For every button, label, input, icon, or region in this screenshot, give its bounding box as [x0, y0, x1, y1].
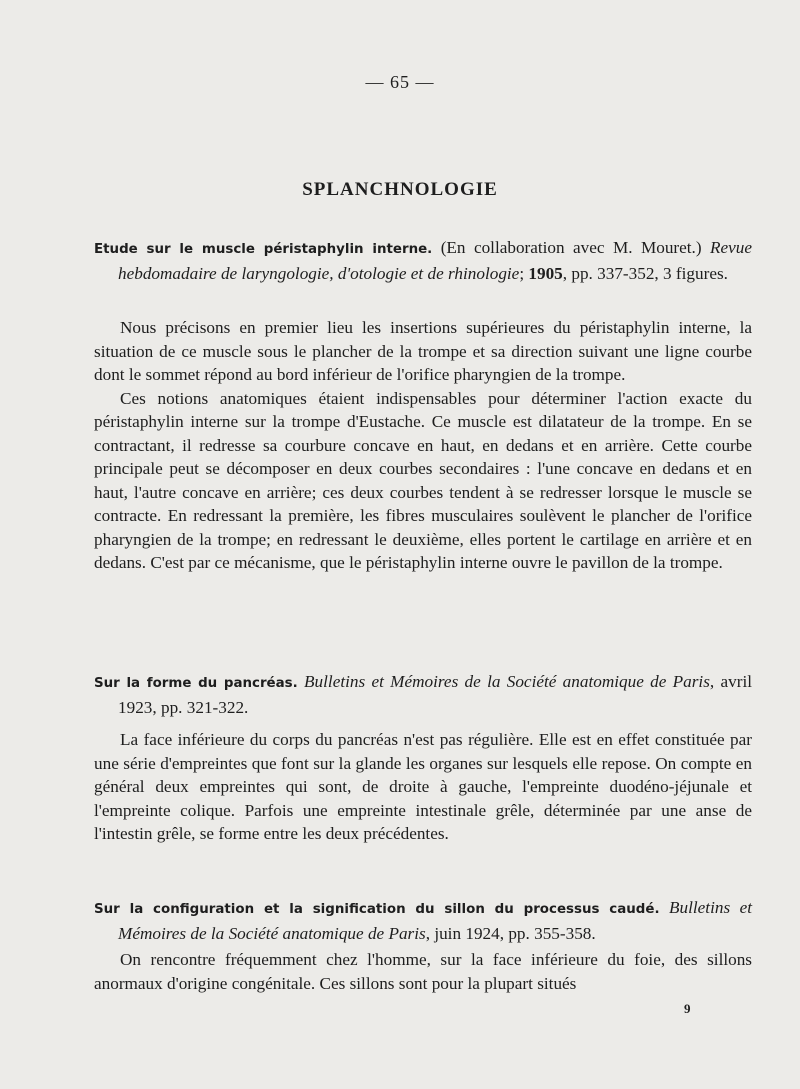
paragraph: La face inférieure du corps du pancréas n'est pas régulière. Elle est en effet constituée par une série d'empreintes que font sur la glande les organes sur lesquels elle repose. On compte en général deux empreintes qui sont, de droite à gauche, l'empreinte duodéno-jéjunale et l'empreinte colique. Parfois une empreinte intestinale grêle, déterminée par une anse de l'intestin grêle, se forme entre les deux précédentes.	[94, 730, 752, 843]
entry-heading-2	[94, 670, 752, 719]
paragraph: Nous précisons en premier lieu les insertions supérieures du péristaphylin interne, la situation de ce muscle sous le plancher de la trompe et sa direction suivant une ligne courbe dont le sommet répond au bord inférieur de l'orifice pharyngien de la trompe.	[94, 318, 752, 384]
entry-body-3	[94, 948, 752, 995]
entry-details: , juin 1924, pp. 355-358.	[425, 923, 596, 943]
paragraph: On rencontre fréquemment chez l'homme, sur la face inférieure du foie, des sillons anormaux d'origine congénitale. Ces sillons sont pour la plupart situés	[94, 950, 752, 993]
entry-journal: Bulletins et Mémoires de la Société anatomique de Paris	[304, 672, 710, 691]
entry-title: Sur la configuration et la signification du sillon du processus caudé.	[94, 902, 660, 917]
entry-journal: Revue hebdomadaire de laryngologie, d'otologie et de rhinologie	[118, 238, 752, 283]
entry-details: , avril 1923, pp. 321-322.	[118, 672, 753, 717]
entry-title: Sur la forme du pancréas.	[94, 676, 298, 691]
entry-separator: ;	[519, 263, 529, 283]
paragraph: Ces notions anatomiques étaient indispensables pour déterminer l'action exacte du péristaphylin interne sur la trompe d'Eustache. Ce muscle est dilatateur de la trompe. En se contractant, il redresse sa courbure concave en haut, en dedans et en arrière. Cette courbe principale peut se décomposer en deux courbes secondaires : l'une concave en dedans et en haut, l'autre concave en arrière; ces deux courbes tendent à se redresser lorsque le muscle se contracte. En redressant la première, les fibres musculaires soulèvent le plancher de l'orifice pharyngien de la trompe; en redressant le deuxième, elles portent le cartilage en arrière et en dedans. C'est par ce mécanisme, que le péristaphylin interne ouvre le pavillon de la trompe.	[94, 388, 752, 572]
page-number: — 65 —	[365, 72, 435, 92]
signature-mark: 9	[684, 1001, 691, 1016]
entry-title: Etude sur le muscle péristaphylin interne.	[94, 242, 433, 257]
entry-year: 1905	[528, 263, 563, 283]
entry-collaboration: (En collaboration avec M. Mouret.)	[432, 238, 710, 257]
entry-details: , pp. 337-352, 3 figures.	[562, 263, 728, 283]
section-title: SPLANCHNOLOGIE	[302, 179, 498, 200]
entry-journal: Bulletins et Mémoires de la Société anatomique de Paris	[118, 898, 752, 943]
entry-body-2	[94, 728, 752, 846]
entry-heading-1	[94, 236, 752, 285]
entry-body-1	[94, 316, 752, 575]
entry-heading-3	[94, 896, 752, 945]
